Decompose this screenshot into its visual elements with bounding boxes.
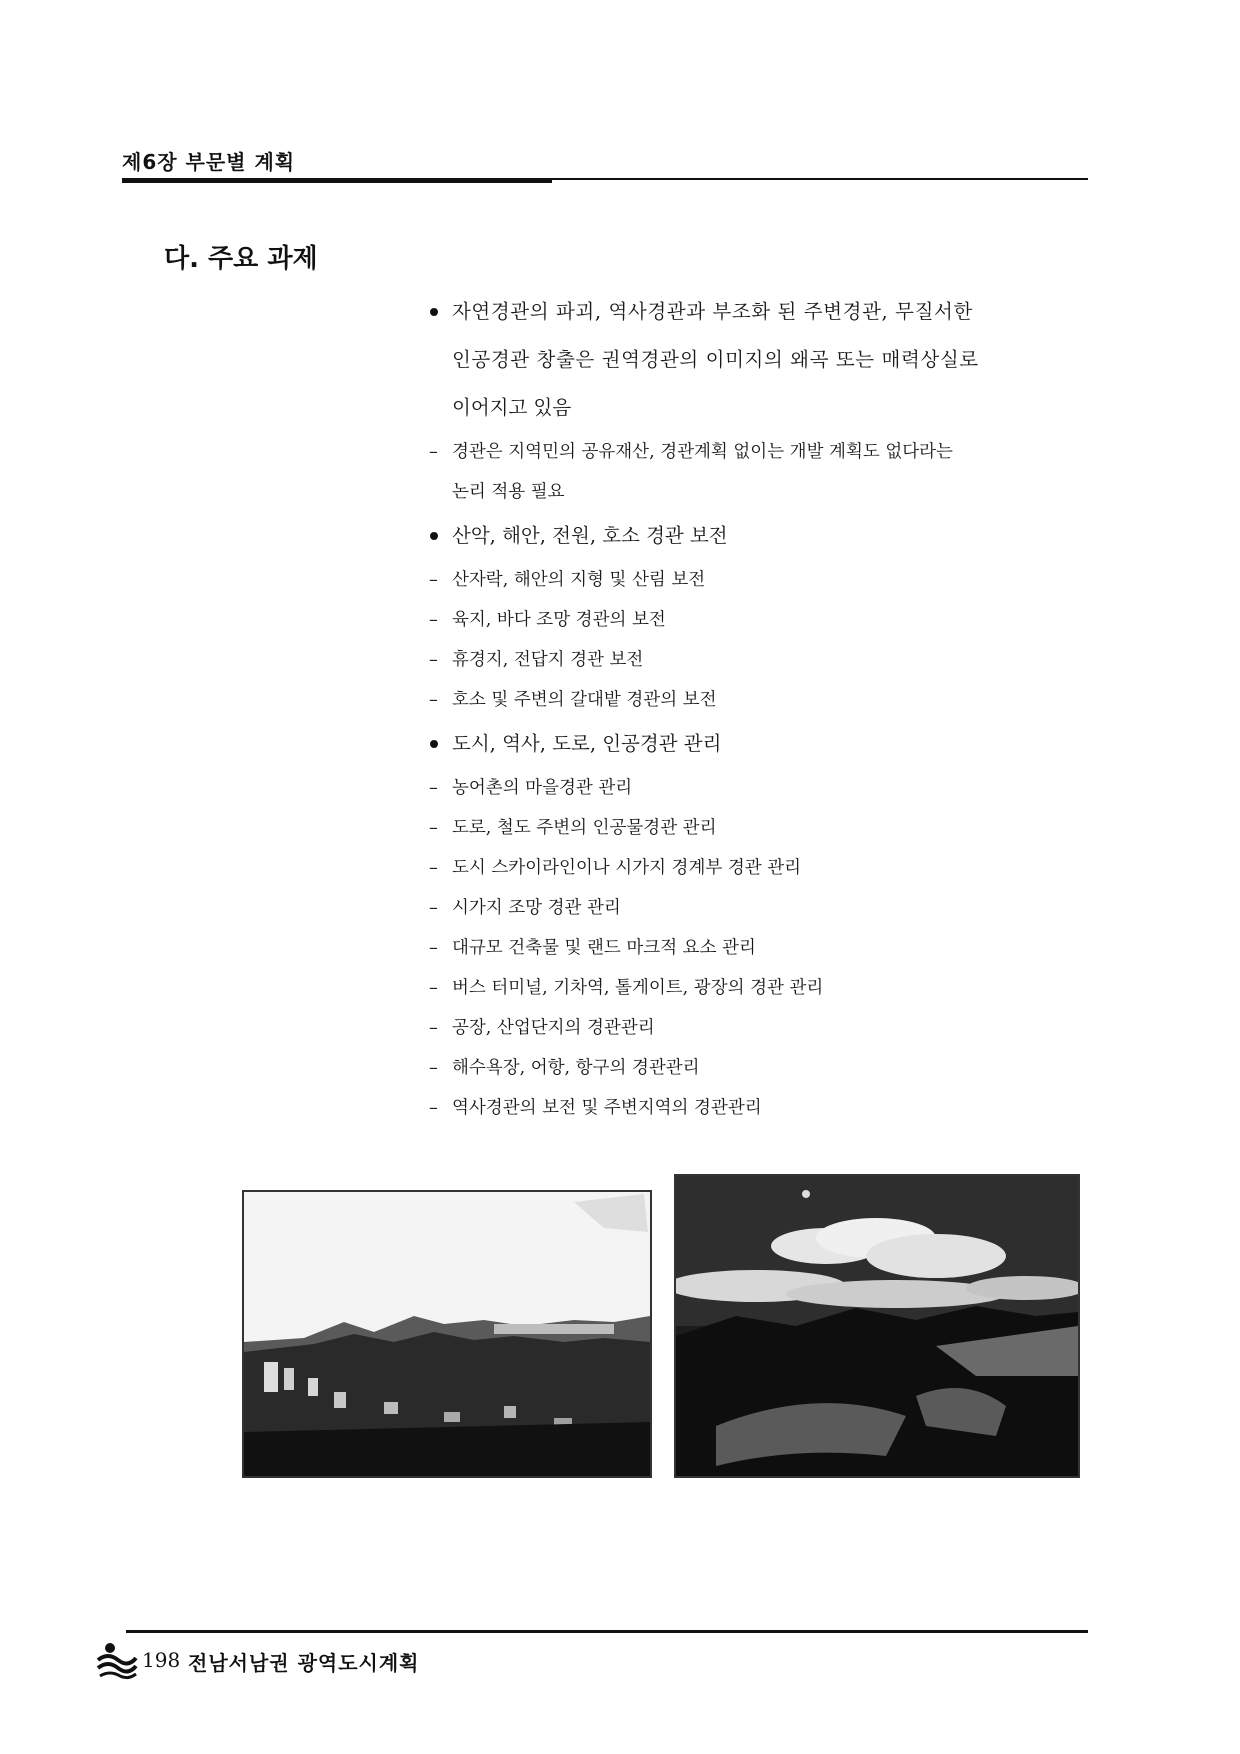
logo-icon bbox=[96, 1640, 138, 1680]
dash-text: 도로, 철도 주변의 인공물경관 관리 bbox=[452, 818, 717, 838]
page-number: 198 bbox=[142, 1648, 181, 1672]
dash-item bbox=[428, 432, 1088, 512]
dash-item bbox=[428, 888, 1088, 928]
dash-icon: – bbox=[429, 778, 438, 798]
dash-icon: – bbox=[429, 978, 438, 998]
dash-text: 경관은 지역민의 공유재산, 경관계획 없이는 개발 계획도 없다라는 bbox=[452, 442, 953, 462]
bullet-text: 자연경관의 파괴, 역사경관과 부조화 된 주변경관, 무질서한 bbox=[452, 300, 973, 323]
dash-item bbox=[428, 1008, 1088, 1048]
dash-text: 육지, 바다 조망 경관의 보전 bbox=[452, 610, 666, 630]
bullet-icon bbox=[430, 532, 438, 540]
dash-text: 호소 및 주변의 갈대밭 경관의 보전 bbox=[452, 690, 717, 710]
dash-icon: – bbox=[429, 610, 438, 630]
dash-item bbox=[428, 808, 1088, 848]
dash-text: 시가지 조망 경관 관리 bbox=[452, 898, 621, 918]
dash-item bbox=[428, 560, 1088, 600]
dash-text: 논리 적용 필요 bbox=[452, 482, 565, 502]
content-list bbox=[428, 288, 1088, 1128]
dash-icon: – bbox=[429, 650, 438, 670]
dash-icon: – bbox=[429, 442, 438, 462]
bullet-item bbox=[428, 512, 1088, 560]
bullet-icon bbox=[430, 308, 438, 316]
dash-icon: – bbox=[429, 570, 438, 590]
bullet-text: 도시, 역사, 도로, 인공경관 관리 bbox=[452, 732, 722, 755]
dash-item bbox=[428, 928, 1088, 968]
bullet-text: 인공경관 창출은 권역경관의 이미지의 왜곡 또는 매력상실로 bbox=[452, 348, 979, 371]
bullet-item bbox=[428, 720, 1088, 768]
dash-text: 도시 스카이라인이나 시가지 경계부 경관 관리 bbox=[452, 858, 802, 878]
dash-icon: – bbox=[429, 858, 438, 878]
dash-icon: – bbox=[429, 818, 438, 838]
bullet-icon bbox=[430, 740, 438, 748]
dash-item bbox=[428, 968, 1088, 1008]
dash-icon: – bbox=[429, 1058, 438, 1078]
dash-icon: – bbox=[429, 898, 438, 918]
bullet-item bbox=[428, 288, 1088, 432]
footer-rule bbox=[126, 1630, 1088, 1633]
dash-item bbox=[428, 768, 1088, 808]
dash-text: 농어촌의 마을경관 관리 bbox=[452, 778, 633, 798]
dash-item bbox=[428, 1088, 1088, 1128]
header-rule-thin bbox=[552, 178, 1088, 180]
footer-title: 전남서남권 광역도시계획 bbox=[188, 1651, 420, 1675]
dash-icon: – bbox=[429, 938, 438, 958]
dash-text: 대규모 건축물 및 랜드 마크적 요소 관리 bbox=[452, 938, 756, 958]
dash-text: 휴경지, 전답지 경관 보전 bbox=[452, 650, 644, 670]
dash-item bbox=[428, 1048, 1088, 1088]
header-rule bbox=[122, 178, 552, 183]
section-heading: 다. 주요 과제 bbox=[164, 244, 318, 274]
dash-item bbox=[428, 640, 1088, 680]
dash-icon: – bbox=[429, 1018, 438, 1038]
dash-text: 산자락, 해안의 지형 및 산림 보전 bbox=[452, 570, 706, 590]
dash-text: 해수욕장, 어항, 항구의 경관관리 bbox=[452, 1058, 700, 1078]
dash-item bbox=[428, 680, 1088, 720]
dash-item bbox=[428, 848, 1088, 888]
dash-text: 버스 터미널, 기차역, 톨게이트, 광장의 경관 관리 bbox=[452, 978, 824, 998]
dash-text: 공장, 산업단지의 경관관리 bbox=[452, 1018, 655, 1038]
dash-item bbox=[428, 600, 1088, 640]
dash-text: 역사경관의 보전 및 주변지역의 경관관리 bbox=[452, 1098, 762, 1118]
dash-icon: – bbox=[429, 1098, 438, 1118]
mountain-cloud-photo bbox=[674, 1174, 1080, 1478]
bullet-text: 산악, 해안, 전원, 호소 경관 보전 bbox=[452, 524, 728, 547]
city-panorama-photo bbox=[242, 1190, 652, 1478]
chapter-header: 제6장 부문별 계획 bbox=[122, 150, 296, 174]
dash-icon: – bbox=[429, 690, 438, 710]
bullet-text: 이어지고 있음 bbox=[452, 396, 572, 419]
